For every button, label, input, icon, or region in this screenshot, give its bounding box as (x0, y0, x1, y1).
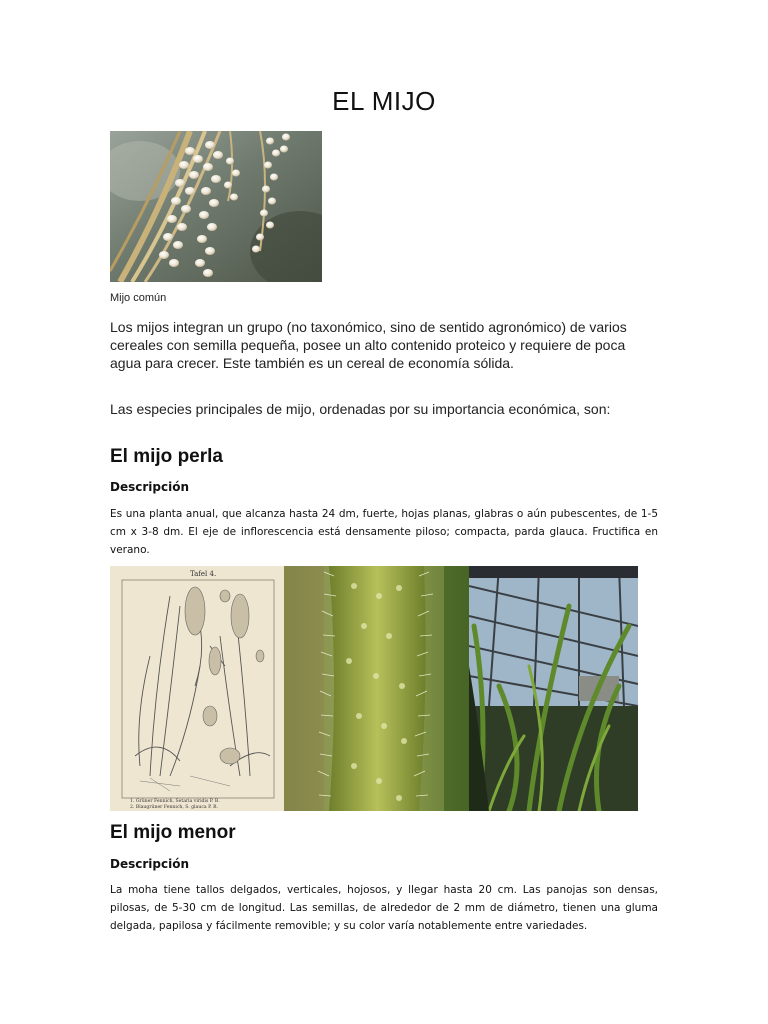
photo-caption: Mijo común (110, 292, 167, 304)
botanical-illustration (110, 566, 284, 811)
plate-legend-line: 1. Grüner Fennich, Setaria viridis P. B. (130, 799, 220, 804)
greenhouse-photo (469, 566, 638, 811)
plate-legend-line: 2. Blaugrüner Fennich, S. glauca P. B. (130, 805, 219, 810)
section-subheading: Descripción (110, 480, 189, 494)
section-heading: El mijo menor (110, 822, 236, 843)
page-title: EL MIJO (332, 86, 436, 116)
section-subheading: Descripción (110, 857, 189, 871)
intro-paragraph: Las especies principales de mijo, ordenadas por su importancia económica, son: (110, 401, 611, 417)
section-text: Es una planta anual, que alcanza hasta 24 dm, fuerte, hojas planas, glabras o aún pubescentes, de 1-5 cm x 3-8 dm. El eje de inflorescencia está densamente piloso; compacta, parda glauca. Fructifica en verano. (110, 508, 658, 556)
millet-photo (110, 131, 322, 282)
section-heading: El mijo perla (110, 446, 223, 467)
intro-paragraph: Los mijos integran un grupo (no taxonómico, sino de sentido agronómico) de varios cereales con semilla pequeña, posee un alto contenido proteico y requiere de poca agua para crecer. Este también es un cereal de economía sólida. (110, 319, 627, 371)
section-text: La moha tiene tallos delgados, verticales, hojosos, y llegar hasta 20 cm. Las panojas son densas, pilosas, de 5-30 cm de longitud. Las semillas, de alrededor de 2 mm de diámetro, tienen una gluma delgada, papilosa y fácilmente removible; y su color varía notablemente entre variedades. (110, 884, 658, 932)
plate-label: Tafel 4. (190, 570, 217, 578)
spike-closeup-photo (284, 566, 469, 811)
